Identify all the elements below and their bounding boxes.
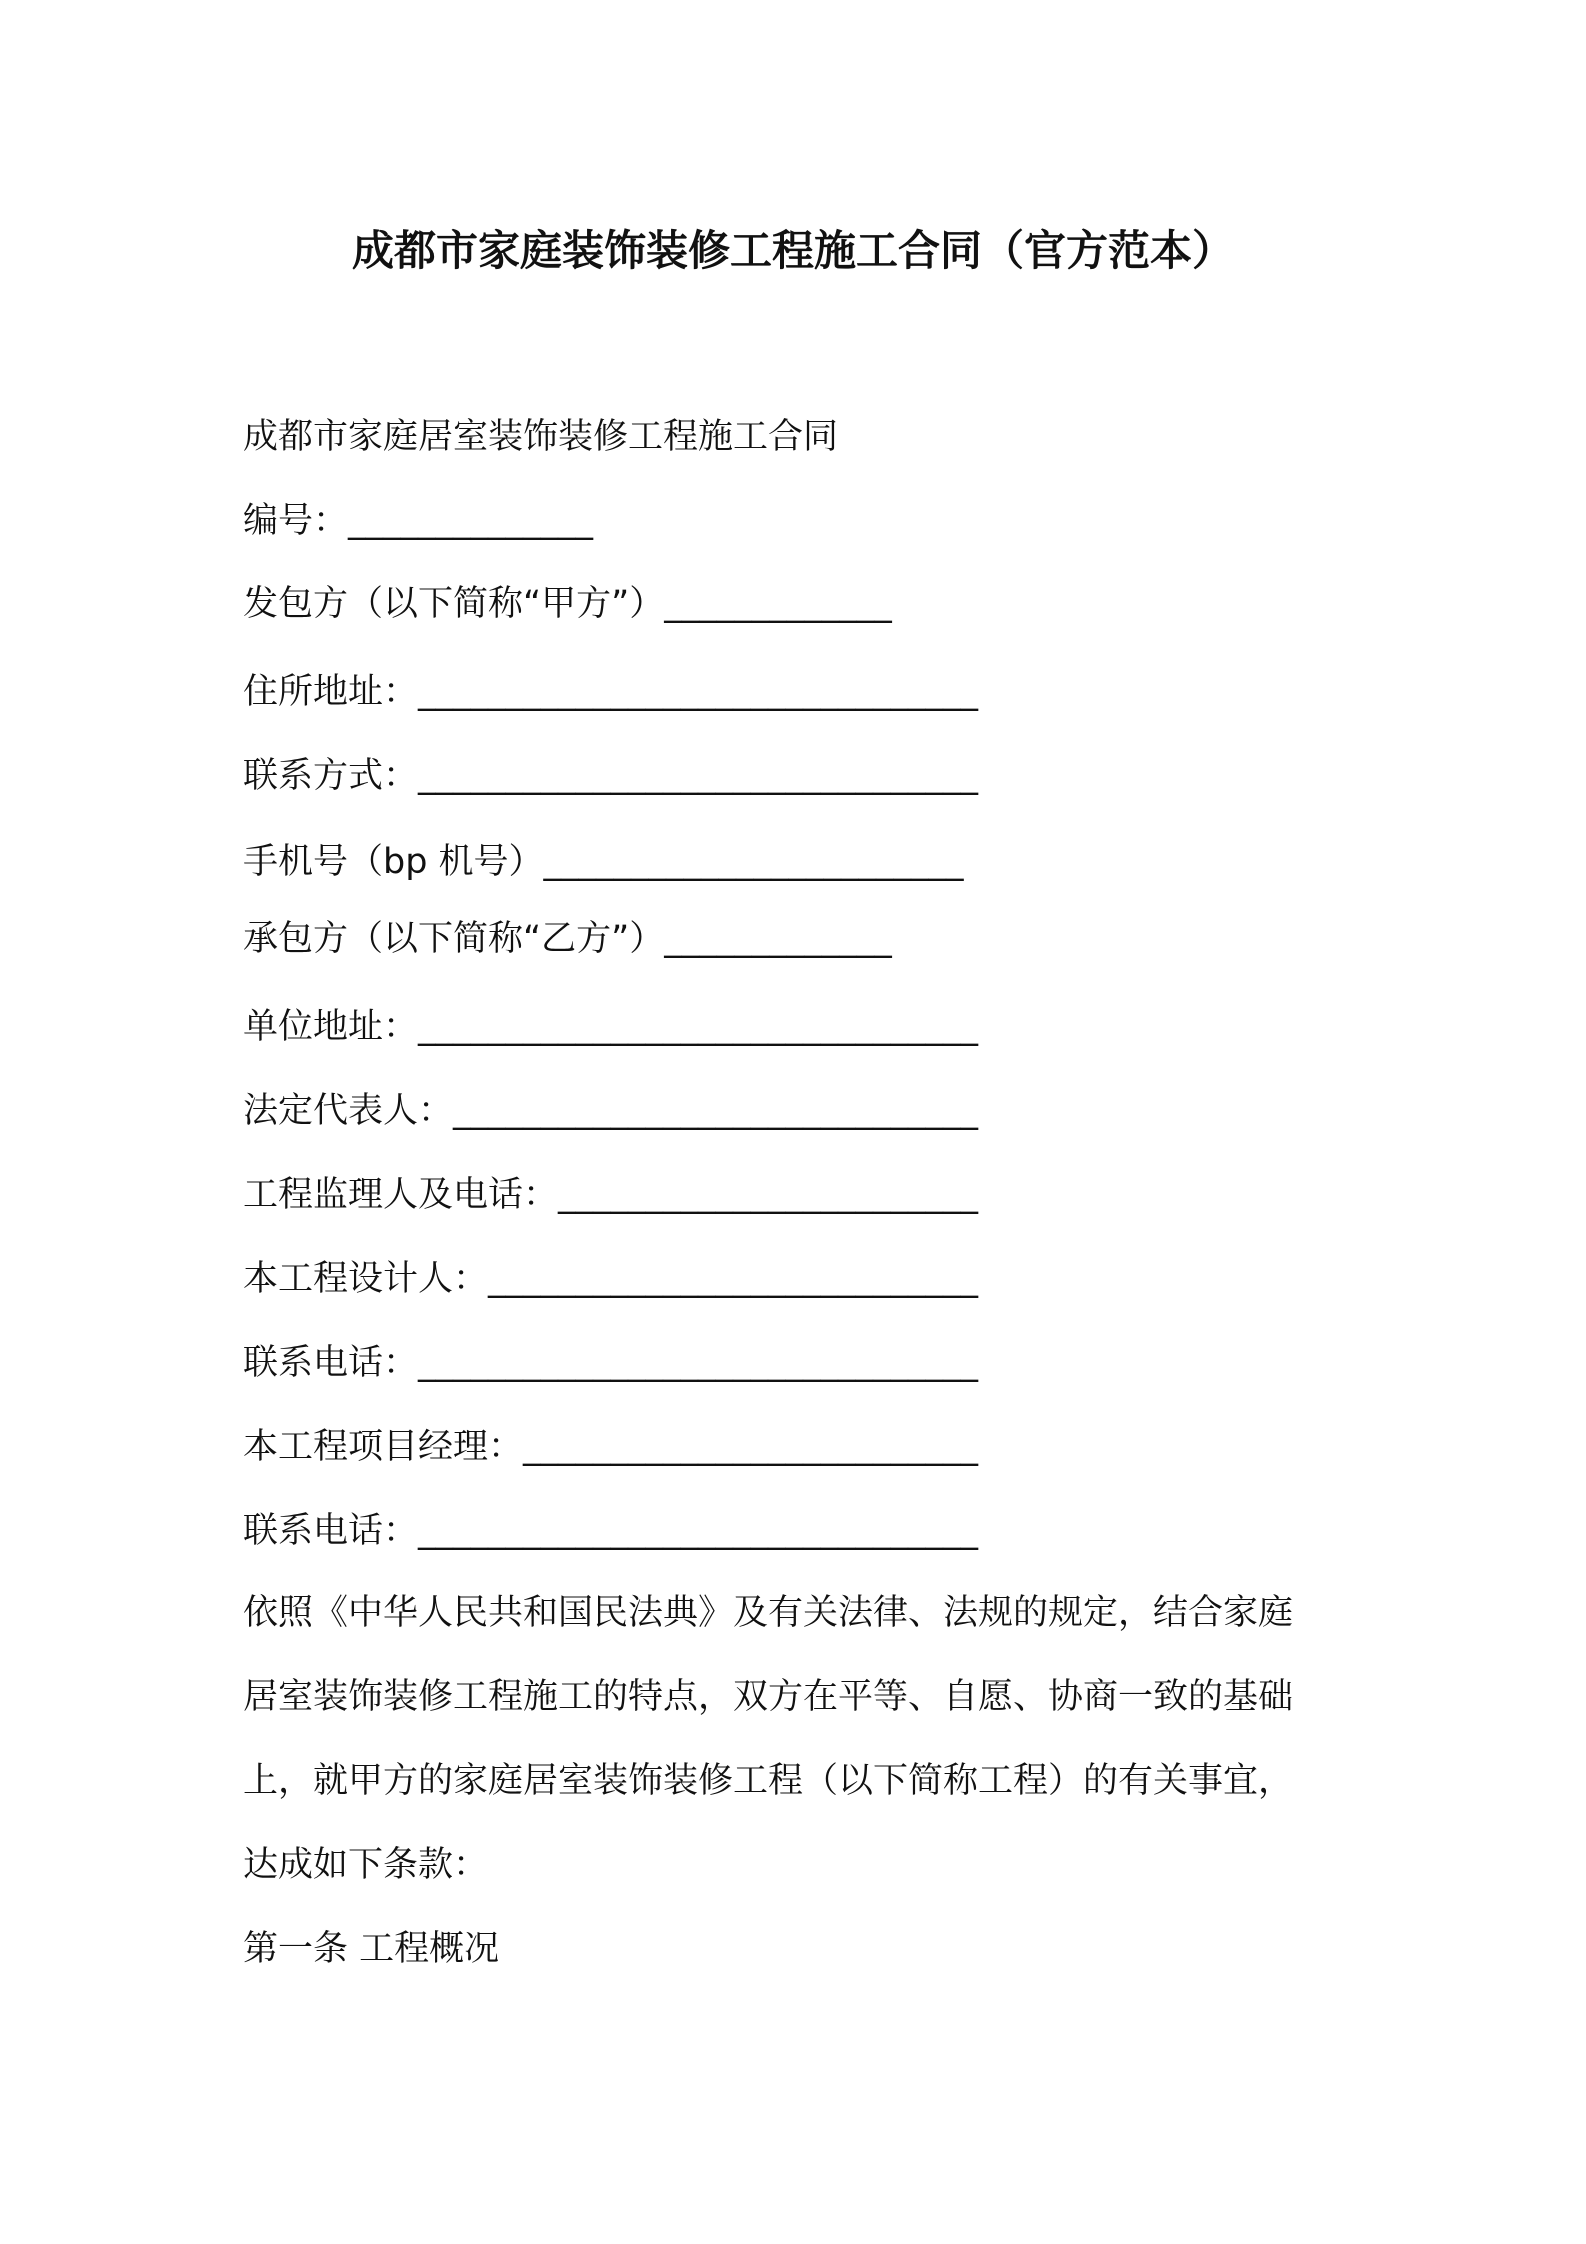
field-contract-number: 编号：______________: [243, 501, 594, 541]
field-supervisor-phone: 工程监理人及电话：________________________: [243, 1175, 979, 1215]
preamble-line: 达成如下条款：: [243, 1845, 489, 1885]
field-party-a-address: 住所地址：________________________________: [243, 672, 979, 712]
field-party-b: 承包方（以下简称“乙方”）_____________: [243, 919, 892, 959]
preamble-line: 居室装饰装修工程施工的特点，双方在平等、自愿、协商一致的基础: [243, 1677, 1294, 1717]
document-title: 成都市家庭装饰装修工程施工合同（官方范本）: [351, 226, 1234, 275]
contract-subtitle: 成都市家庭居室装饰装修工程施工合同: [243, 417, 839, 457]
article-heading: 第一条 工程概况: [243, 1929, 500, 1969]
field-legal-representative: 法定代表人：______________________________: [243, 1091, 979, 1131]
field-project-manager: 本工程项目经理：__________________________: [243, 1427, 979, 1467]
preamble-line: 依照《中华人民共和国民法典》及有关法律、法规的规定，结合家庭: [243, 1593, 1294, 1633]
field-party-b-address: 单位地址：________________________________: [243, 1007, 979, 1047]
field-designer: 本工程设计人：____________________________: [243, 1259, 979, 1299]
field-party-a: 发包方（以下简称“甲方”）_____________: [243, 584, 892, 624]
field-designer-phone: 联系电话：________________________________: [243, 1343, 979, 1383]
preamble-line: 上，就甲方的家庭居室装饰装修工程（以下简称工程）的有关事宜，: [243, 1761, 1294, 1801]
field-mobile-number: 手机号（bp 机号）________________________: [243, 842, 964, 882]
field-manager-phone: 联系电话：________________________________: [243, 1511, 979, 1551]
field-party-a-contact: 联系方式：________________________________: [243, 756, 979, 796]
